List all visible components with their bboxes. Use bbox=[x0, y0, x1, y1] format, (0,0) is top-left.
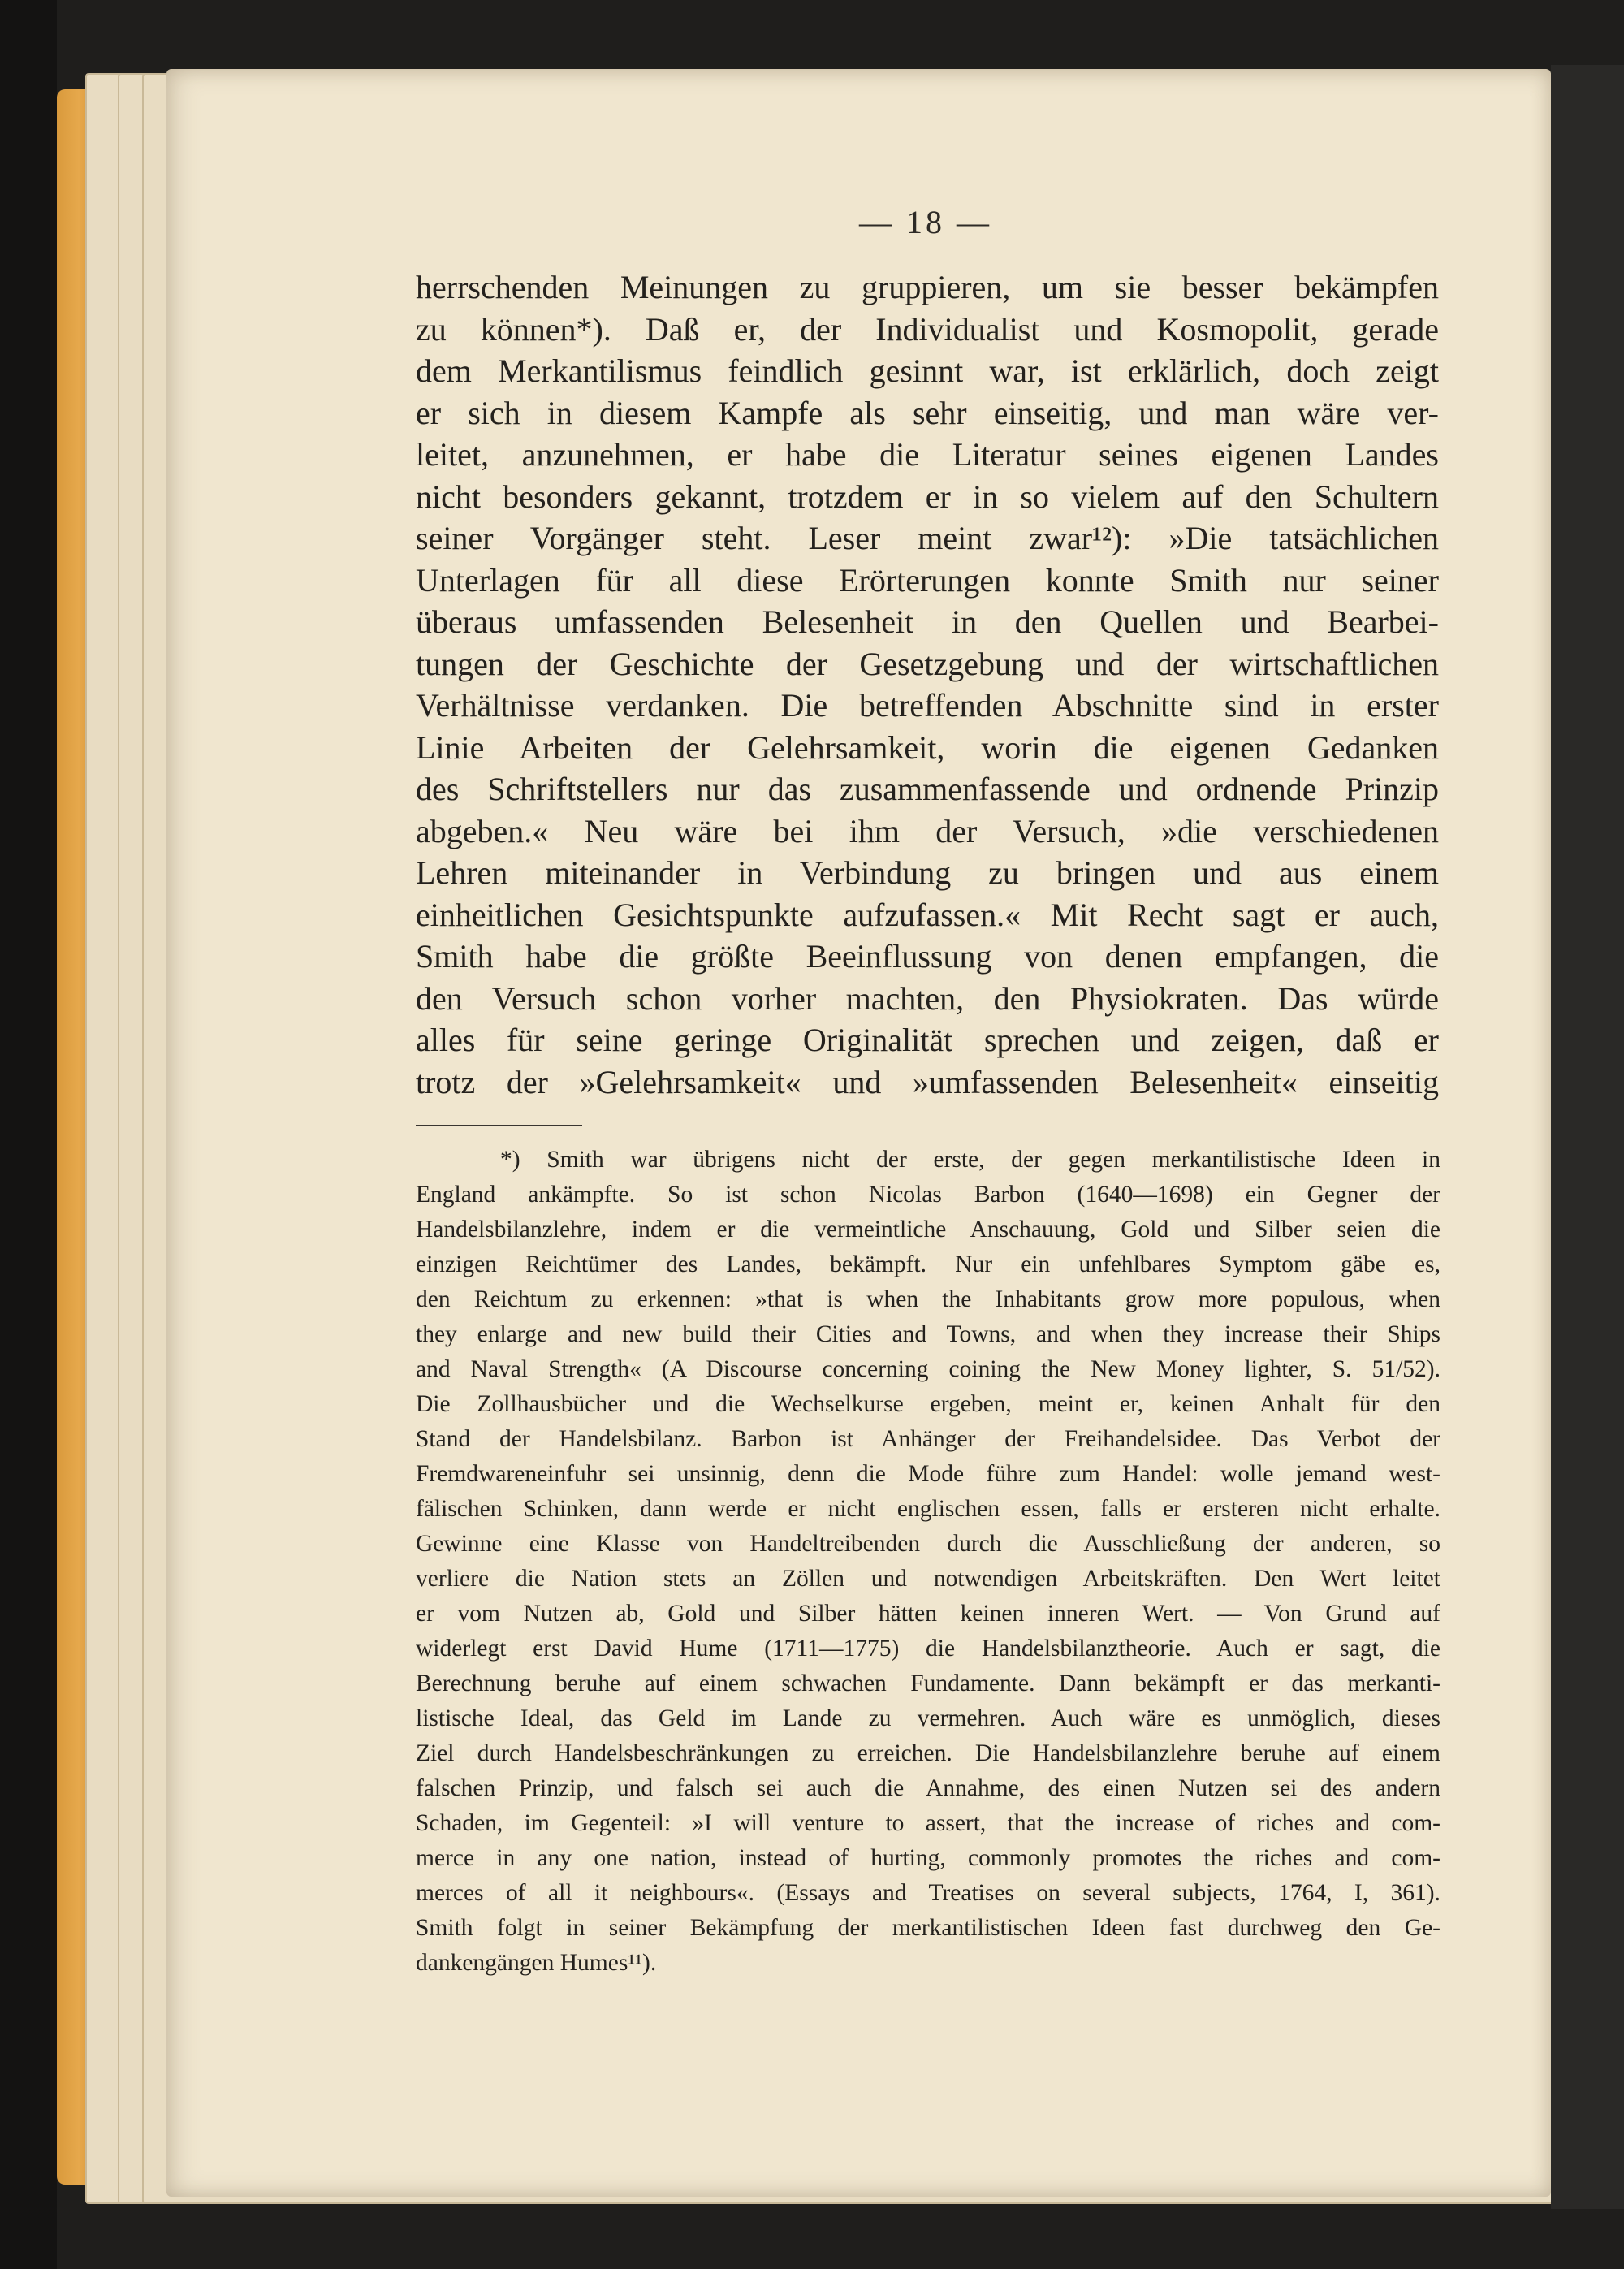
text-line: Verhältnisse verdanken. Die betreffenden Abschnitte sind in erster bbox=[416, 687, 1439, 724]
footnote-line: einzigen Reichtümer des Landes, bekämpft. Nur ein unfehlbares Symptom gäbe es, bbox=[416, 1251, 1440, 1277]
footnote-line: Ziel durch Handelsbeschränkungen zu erreichen. Die Handelsbilanzlehre beruhe auf einem bbox=[416, 1740, 1440, 1766]
footnote-line: verliere die Nation stets an Zöllen und notwendigen Arbeitskräften. Den Wert leitet bbox=[416, 1566, 1440, 1592]
footnote-line: Stand der Handelsbilanz. Barbon ist Anhänger der Freihandelsidee. Das Verbot der bbox=[416, 1426, 1440, 1452]
footnote-line: listische Ideal, das Geld im Lande zu vermehren. Auch wäre es unmöglich, dieses bbox=[416, 1705, 1440, 1731]
footnote-line: dankengängen Humes¹¹). bbox=[416, 1950, 657, 1976]
footnote-line: Gewinne eine Klasse von Handeltreibenden durch die Ausschließung der anderen, so bbox=[416, 1531, 1440, 1557]
text-line: seiner Vorgänger steht. Leser meint zwar¹²): »Die tatsächlichen bbox=[416, 520, 1439, 556]
text-line: dem Merkantilismus feindlich gesinnt war, ist erklärlich, doch zeigt bbox=[416, 352, 1439, 389]
footnote-line: Handelsbilanzlehre, indem er die vermeintliche Anschauung, Gold und Silber seien die bbox=[416, 1217, 1440, 1243]
text-line: zu können*). Daß er, der Individualist und Kosmopolit, gerade bbox=[416, 310, 1439, 348]
footnote-line: fälischen Schinken, dann werde er nicht englischen essen, falls er ersteren nicht erhalte. bbox=[416, 1496, 1440, 1522]
text-line: leitet, anzunehmen, er habe die Literatur seines eigenen Landes bbox=[416, 436, 1439, 473]
footnote-line: Die Zollhausbücher und die Wechselkurse ergeben, meint er, keinen Anhalt für den bbox=[416, 1391, 1440, 1417]
text-line: Linie Arbeiten der Gelehrsamkeit, worin die eigenen Gedanken bbox=[416, 728, 1439, 766]
footnote-line: merce in any one nation, instead of hurting, commonly promotes the riches and com- bbox=[416, 1845, 1440, 1871]
text-line: Unterlagen für all diese Erörterungen konnte Smith nur seiner bbox=[416, 561, 1439, 599]
text-line: überaus umfassenden Belesenheit in den Quellen und Bearbei- bbox=[416, 603, 1439, 640]
footnote-line: Smith folgt in seiner Bekämpfung der merkantilistischen Ideen fast durchweg den Ge- bbox=[416, 1915, 1440, 1941]
text-line: tungen der Geschichte der Gesetzgebung und der wirtschaftlichen bbox=[416, 645, 1439, 682]
text-line: Lehren miteinander in Verbindung zu bringen und aus einem bbox=[416, 854, 1439, 891]
footnote-line: Fremdwareneinfuhr sei unsinnig, denn die Mode führe zum Handel: wolle jemand west- bbox=[416, 1461, 1440, 1487]
text-line: abgeben.« Neu wäre bei ihm der Versuch, »die verschiedenen bbox=[416, 812, 1439, 849]
page-number: — 18 — bbox=[859, 204, 992, 240]
main-text-block bbox=[416, 266, 1439, 1103]
footnote-line: *) Smith war übrigens nicht der erste, der gegen merkantilistische Ideen in bbox=[500, 1147, 1440, 1173]
text-line: Smith habe die größte Beeinflussung von denen empfangen, die bbox=[416, 938, 1439, 975]
footnote-block bbox=[416, 1143, 1440, 1981]
footnote-line: er vom Nutzen ab, Gold und Silber hätten keinen inneren Wert. — Von Grund auf bbox=[416, 1601, 1440, 1627]
text-line: den Versuch schon vorher machten, den Physiokraten. Das würde bbox=[416, 979, 1439, 1017]
text-line: alles für seine geringe Originalität sprechen und zeigen, daß er bbox=[416, 1022, 1439, 1058]
text-line: einheitlichen Gesichtspunkte aufzufassen.« Mit Recht sagt er auch, bbox=[416, 896, 1439, 933]
text-line: er sich in diesem Kampfe als sehr einseitig, und man wäre ver- bbox=[416, 394, 1439, 431]
text-line: des Schriftstellers nur das zusammenfassende und ordnende Prinzip bbox=[416, 771, 1439, 807]
text-line: trotz der »Gelehrsamkeit« und »umfassenden Belesenheit« einseitig bbox=[416, 1063, 1439, 1100]
right-background bbox=[1551, 65, 1624, 2209]
footnote-line: and Naval Strength« (A Discourse concerning coining the New Money lighter, S. 51/52). bbox=[416, 1356, 1440, 1382]
footnote-line: Schaden, im Gegenteil: »I will venture to assert, that the increase of riches and com- bbox=[416, 1810, 1440, 1836]
footnote-line: falschen Prinzip, und falsch sei auch die Annahme, des einen Nutzen sei des andern bbox=[416, 1775, 1440, 1801]
footnote-line: Berechnung beruhe auf einem schwachen Fundamente. Dann bekämpft er das merkanti- bbox=[416, 1670, 1440, 1696]
footnote-line: widerlegt erst David Hume (1711—1775) die Handelsbilanztheorie. Auch er sagt, die bbox=[416, 1636, 1440, 1662]
text-line: herrschenden Meinungen zu gruppieren, um sie besser bekämpfen bbox=[416, 269, 1439, 305]
footnote-line: merces of all it neighbours«. (Essays and Treatises on several subjects, 1764, I, 361). bbox=[416, 1880, 1440, 1906]
footnote-line: den Reichtum zu erkennen: »that is when the Inhabitants grow more populous, when bbox=[416, 1286, 1440, 1312]
book-spine-shadow bbox=[0, 0, 57, 2269]
footnote-line: they enlarge and new build their Cities and Towns, and when they increase their Ships bbox=[416, 1321, 1440, 1347]
footnote-line: England ankämpfte. So ist schon Nicolas Barbon (1640—1698) ein Gegner der bbox=[416, 1182, 1440, 1208]
footnote-divider bbox=[416, 1125, 582, 1126]
text-line: nicht besonders gekannt, trotzdem er in so vielem auf den Schultern bbox=[416, 478, 1439, 515]
